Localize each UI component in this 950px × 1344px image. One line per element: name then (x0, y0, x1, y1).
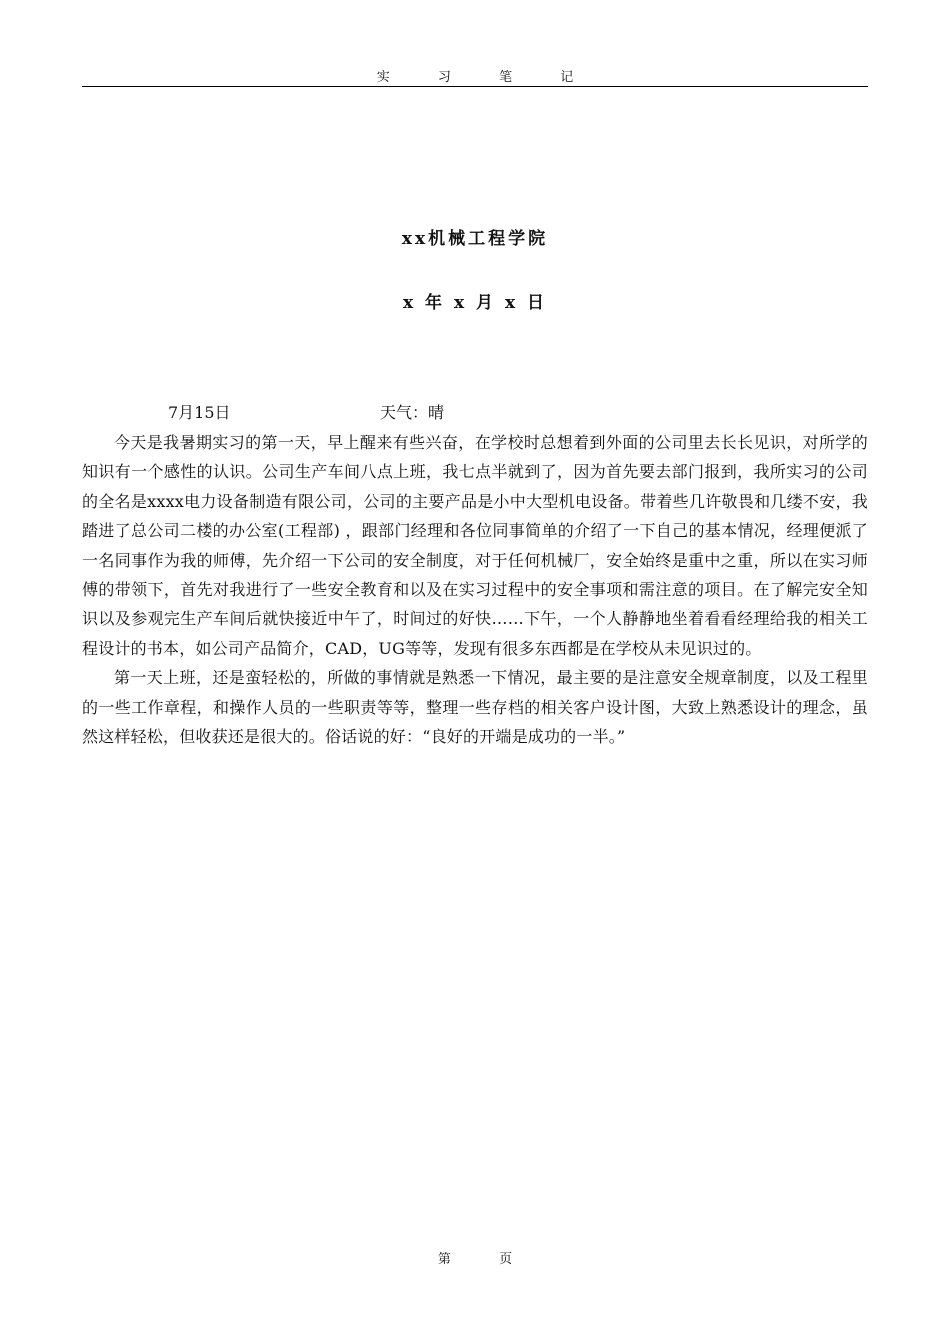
page-footer (0, 1248, 950, 1267)
footer-page-suffix: 页 (499, 1252, 513, 1267)
paragraph: 第一天上班，还是蛮轻松的，所做的事情就是熟悉一下情况，最主要的是注意安全规章制度，以及工程里的一些工作章程，和操作人员的一些职责等等，整理一些存档的相关客户设计图，大致上熟悉设计的理念，虽然这样轻松，但收获还是很大的。俗话说的好：“良好的开端是成功的一半。” (82, 668, 868, 747)
header-char: 笔 (499, 70, 513, 85)
header-divider (82, 86, 868, 87)
entry-weather: 天气：晴 (380, 403, 445, 422)
header-char: 习 (437, 70, 451, 85)
footer-page-prefix: 第 (437, 1252, 451, 1267)
page-header (82, 66, 868, 86)
journal-body (82, 428, 868, 751)
entry-date: 7月15日 (168, 403, 231, 422)
title-date: x 年 x 月 x 日 (403, 293, 547, 313)
paragraph: 今天是我暑期实习的第一天，早上醒来有些兴奋，在学校时总想着到外面的公司里去长长见识，对所学的知识有一个感性的认识。公司生产车间八点上班，我七点半就到了，因为首先要去部门报到，我所实习的公司的全名是xxxx电力设备制造有限公司，公司的主要产品是小中大型机电设备。带着些几许敬畏和几缕不安，我踏进了总公司二楼的办公室(工程部) ，跟部门经理和各位同事简单的介绍了一下自己的基本情况，经理便派了一名同事作为我的师傅，先介绍一下公司的安全制度，对于任何机械厂，安全始终是重中之重，所以在实习师傅的带领下，首先对我进行了一些安全教育和以及在实习过程中的安全事项和需注意的项目。在了解完安全知识以及参观完生产车间后就快接近中午了，时间过的好快……下午，一个人静静地坐着看看经理给我的相关工程设计的书本，如公司产品简介，CAD，UG等等，发现有很多东西都是在学校从未见识过的。 (82, 433, 868, 658)
school-title: xx机械工程学院 (401, 229, 549, 249)
header-char: 实 (376, 70, 390, 85)
header-char: 记 (560, 70, 574, 85)
